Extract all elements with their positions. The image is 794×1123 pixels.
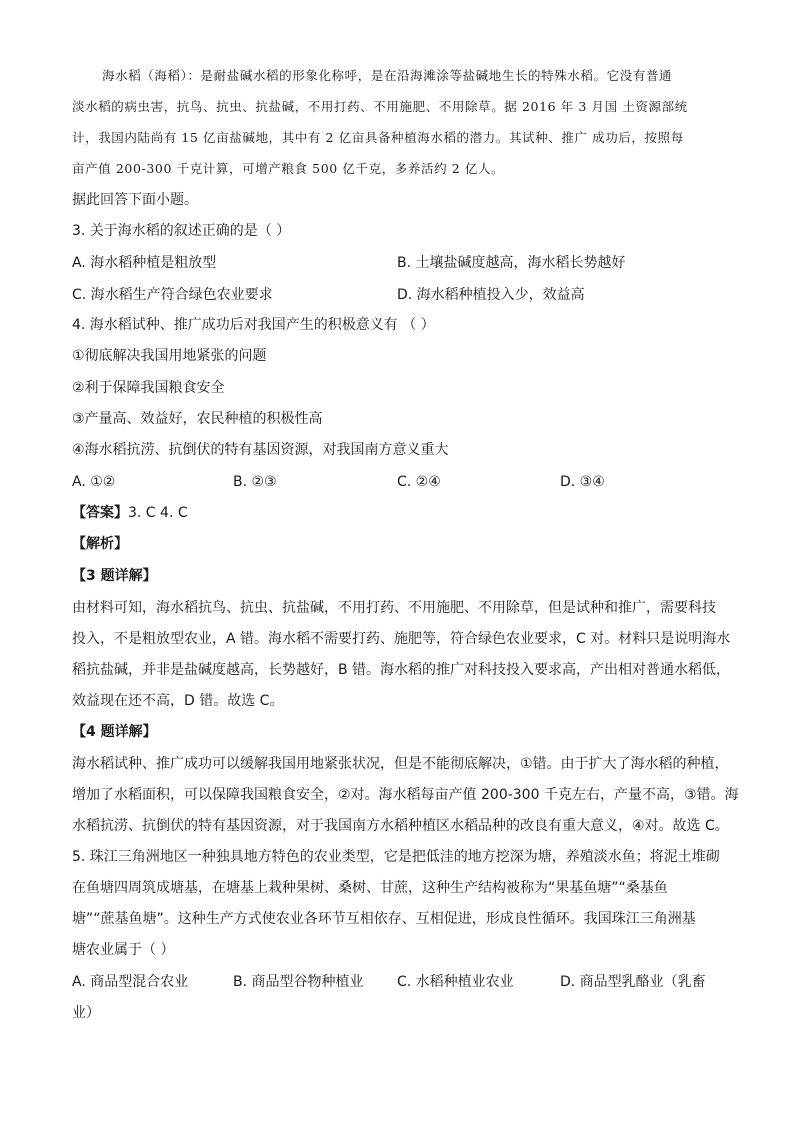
detail-4-line-3: 水稻抗涝、抗倒伏的特有基因资源，对于我国南方水稻种植区水稻品种的改良有重大意义，④对。故选 C。 xyxy=(72,818,729,834)
detail-3-line-1: 由材料可知，海水稻抗鸟、抗虫、抗盐碱，不用打药、不用施肥、不用除草，但是试种和推广，需要科技 xyxy=(72,600,716,616)
question-4-item-3: ③产量高、效益好，农民种植的积极性高 xyxy=(72,411,323,427)
instruction-text: 据此回答下面小题。 xyxy=(72,192,198,208)
material-line-1: 海水稻（海稻）：是耐盐碱水稻的形象化称呼，是在沿海滩涂等盐碱地生长的特殊水稻。它没有普通 xyxy=(102,68,673,83)
question-3-stem: 3. 关于海水稻的叙述正确的是（ ） xyxy=(72,223,291,239)
detail-4-line-1: 海水稻试种、推广成功可以缓解我国用地紧张状况，但是不能彻底解决，①错。由于扩大了海水稻的种植， xyxy=(72,756,729,772)
question-3-option-a: A. 海水稻种植是粗放型 xyxy=(72,255,217,271)
detail-3-line-3: 稻抗盐碱，并非是盐碱度越高，长势越好，B 错。海水稻的推广对科技投入要求高，产出相对普通水稻低， xyxy=(72,662,731,678)
question-3-option-b: B. 土壤盐碱度越高，海水稻长势越好 xyxy=(397,255,626,271)
question-5-option-a: A. 商品型混合农业 xyxy=(72,974,189,990)
question-5-option-d: D. 商品型乳酪业（乳畜 xyxy=(560,974,706,990)
question-4-item-1: ①彻底解决我国用地紧张的问题 xyxy=(72,348,267,364)
analysis-tag: 【解析】 xyxy=(72,536,128,552)
question-4-option-c: C. ②④ xyxy=(397,474,441,490)
question-4-option-d: D. ③④ xyxy=(560,474,605,490)
answer-tag: 【答案】 xyxy=(72,505,128,521)
question-5-option-d-wrap: 业） xyxy=(72,1005,100,1021)
question-4-stem: 4. 海水稻试种、推广成功后对我国产生的积极意义有 （ ） xyxy=(72,317,435,333)
question-4-item-4: ④海水稻抗涝、抗倒伏的特有基因资源，对我国南方意义重大 xyxy=(72,442,449,458)
detail-3-tag: 【3 题详解】 xyxy=(72,568,157,584)
detail-3-line-4: 效益现在还不高，D 错。故选 C。 xyxy=(72,693,284,709)
question-5-option-b: B. 商品型谷物种植业 xyxy=(233,974,364,990)
question-4-option-a: A. ①② xyxy=(72,474,116,490)
material-line-3: 计，我国内陆尚有 15 亿亩盐碱地，其中有 2 亿亩具备种植海水稻的潜力。其试种、推广 成功后，按照每 xyxy=(72,130,684,145)
question-5-line-4: 塘农业属于（ ） xyxy=(72,942,175,958)
answer-line xyxy=(72,503,188,523)
question-5-line-2: 在鱼塘四周筑成塘基，在塘基上栽种果树、桑树、甘蔗，这种生产结构被称为“果基鱼塘”“桑基鱼 xyxy=(72,880,668,896)
detail-4-tag: 【4 题详解】 xyxy=(72,724,157,740)
detail-4-line-2: 增加了水稻面积，可以保障我国粮食安全，②对。海水稻每亩产值 200-300 千克左右，产量不高，③错。海 xyxy=(72,787,739,803)
question-3-option-c: C. 海水稻生产符合绿色农业要求 xyxy=(72,287,273,303)
detail-3-line-2: 投入，不是粗放型农业，A 错。海水稻不需要打药、施肥等，符合绿色农业要求，C 对。材料只是说明海水 xyxy=(72,631,731,647)
answer-text: 3. C 4. C xyxy=(128,505,188,521)
question-5-line-1: 5. 珠江三角洲地区一种独具地方特色的农业类型，它是把低洼的地方挖深为塘，养殖淡水鱼；将泥土堆砌 xyxy=(72,849,720,865)
question-5-option-c: C. 水稻种植业农业 xyxy=(397,974,514,990)
question-5-line-3: 塘”“蔗基鱼塘”。这种生产方式使农业各环节互相依存、互相促进，形成良性循环。我国珠江三角洲基 xyxy=(72,911,696,927)
material-line-4: 亩产值 200-300 千克计算，可增产粮食 500 亿千克，多养活约 2 亿人。 xyxy=(72,161,505,176)
material-line-2: 淡水稻的病虫害，抗鸟、抗虫、抗盐碱，不用打药、不用施肥、不用除草。据 2016 年 3 月国 土资源部统 xyxy=(72,99,688,114)
question-4-item-2: ②利于保障我国粮食安全 xyxy=(72,380,225,396)
question-3-option-d: D. 海水稻种植投入少，效益高 xyxy=(397,287,585,303)
question-4-option-b: B. ②③ xyxy=(233,474,277,490)
